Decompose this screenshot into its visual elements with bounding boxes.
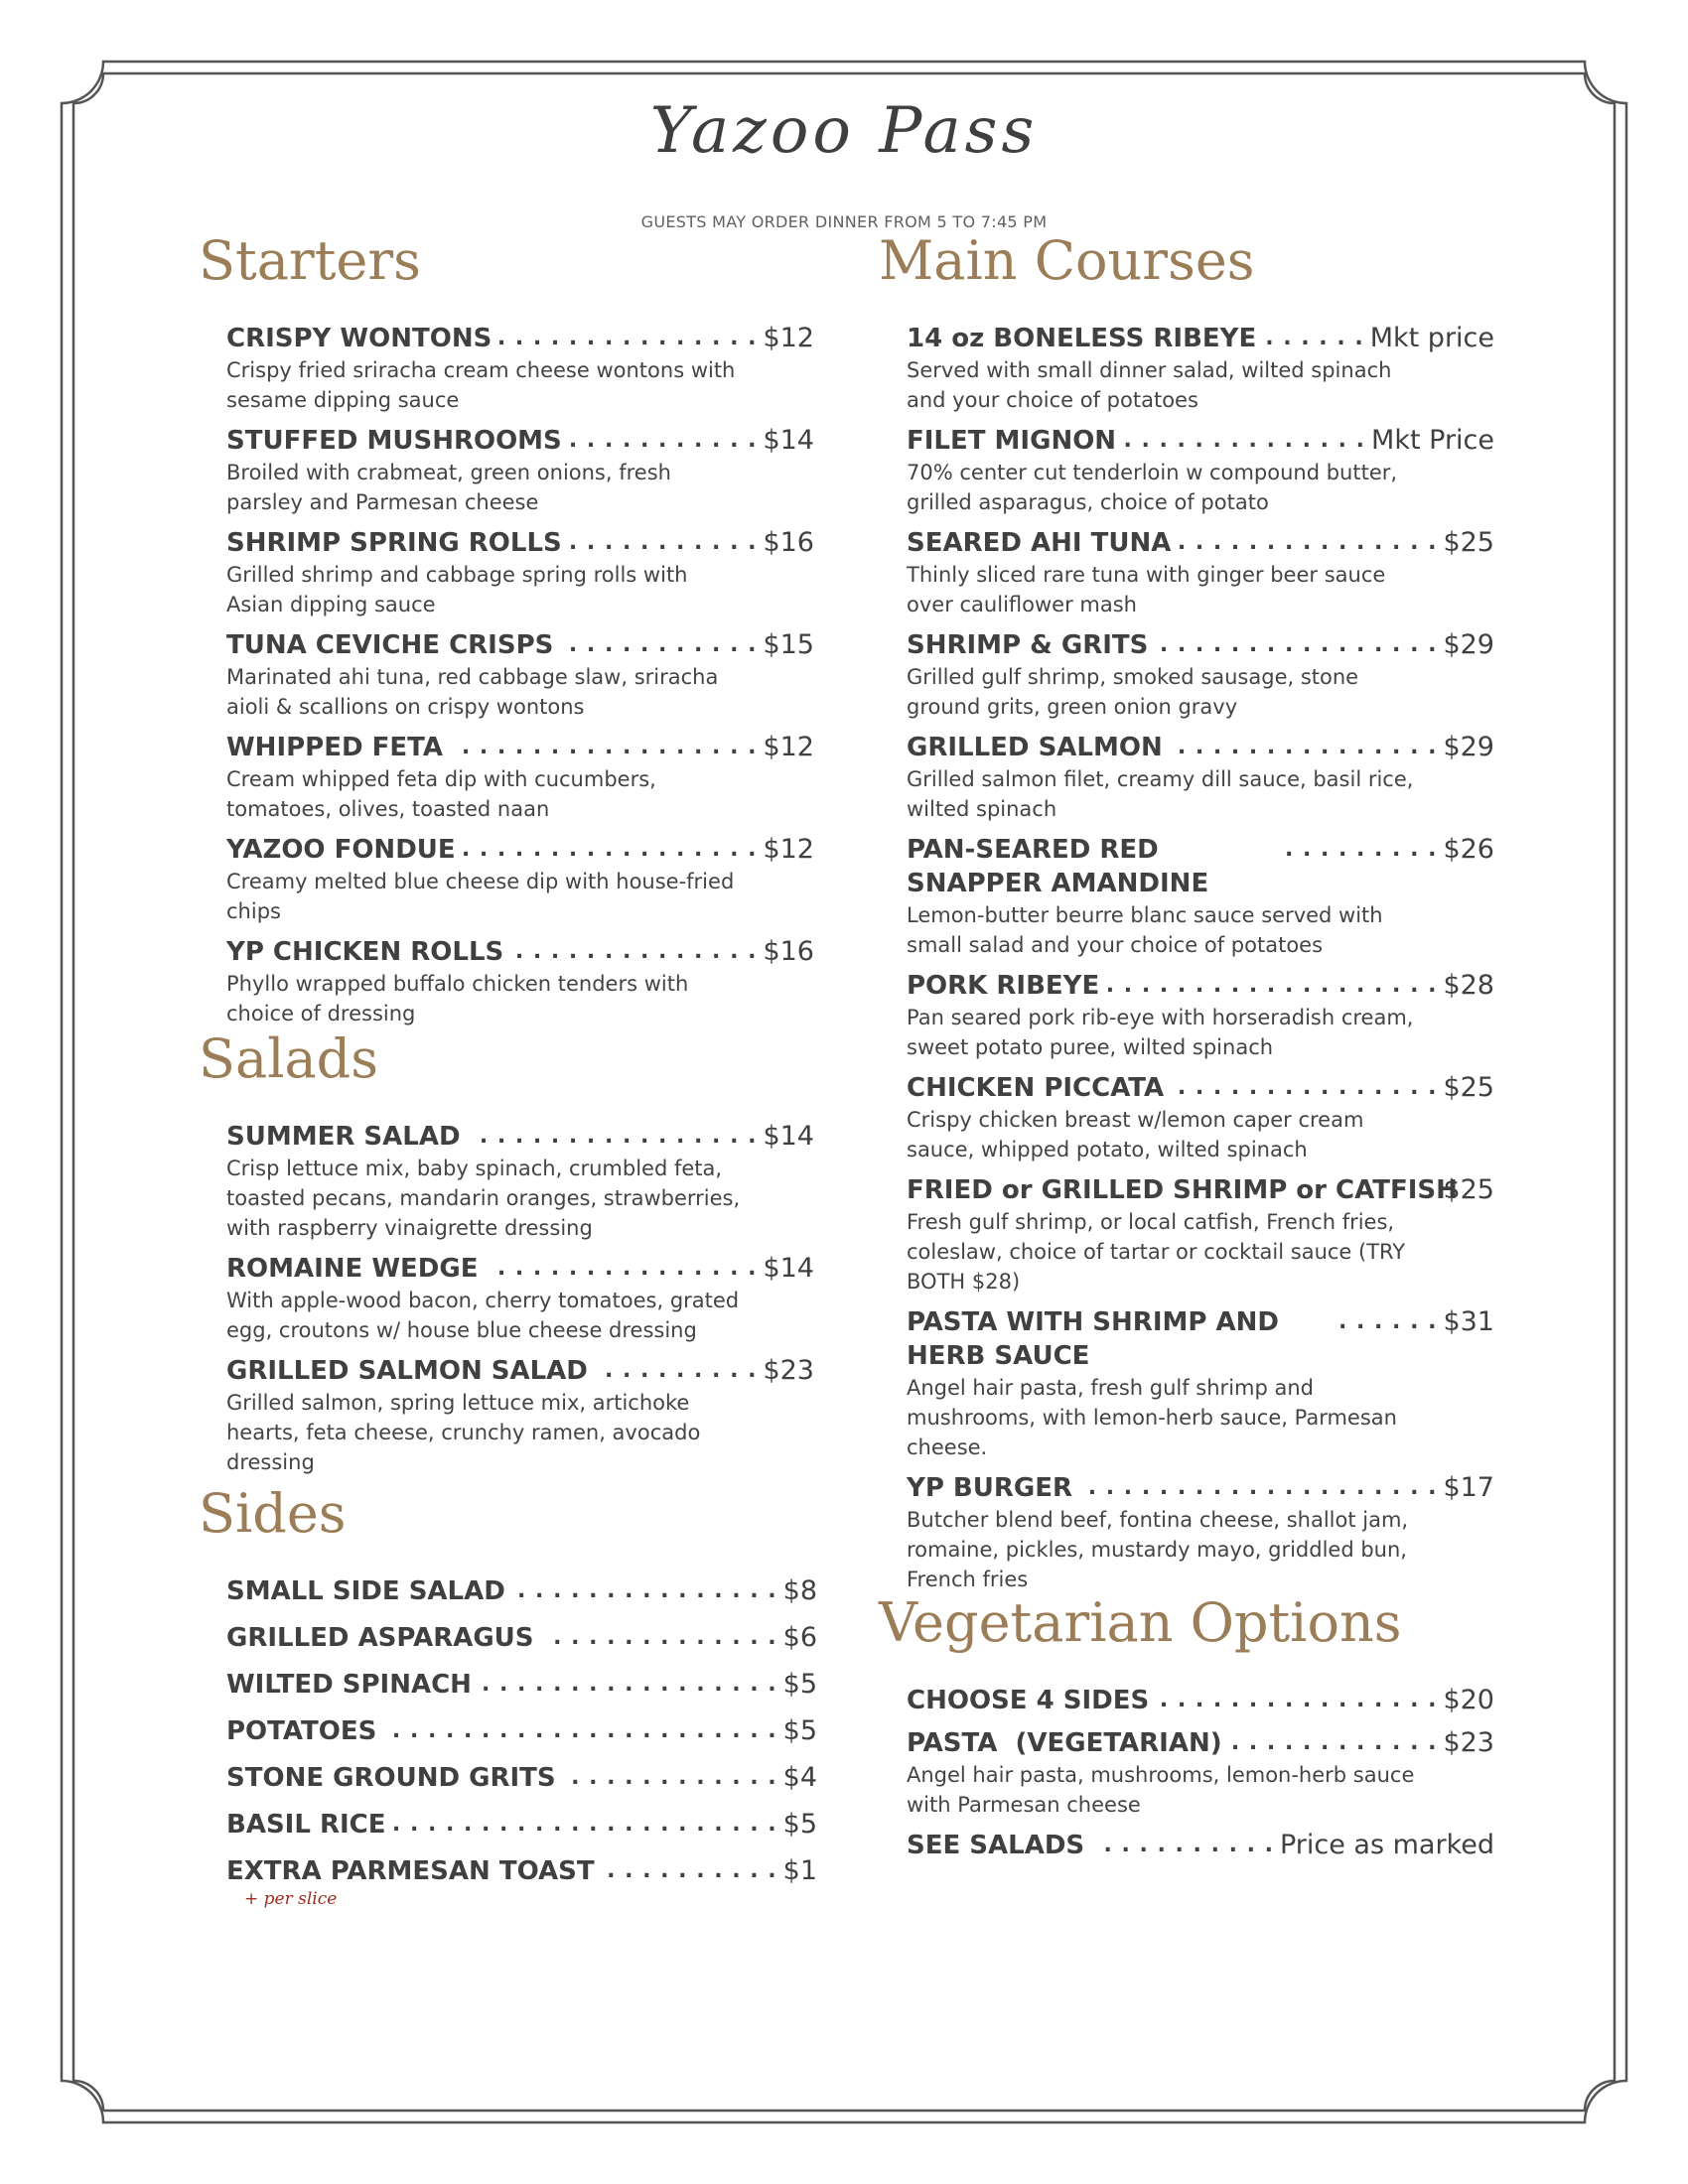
- item-name: GRILLED ASPARAGUS: [226, 1623, 534, 1653]
- item-price: $1: [782, 1855, 817, 1886]
- item-name: PORK RIBEYE: [907, 971, 1100, 1001]
- item-price: $17: [1443, 1472, 1494, 1503]
- dot-leader: [480, 1668, 777, 1702]
- item-name: YAZOO FONDUE: [226, 835, 456, 865]
- dot-leader: [1179, 526, 1437, 560]
- menu-item: [907, 526, 1494, 619]
- menu-item: [226, 322, 814, 415]
- dot-leader: [1156, 628, 1437, 662]
- item-description: Grilled gulf shrimp, smoked sausage, stone ground grits, green onion gravy: [907, 665, 1359, 719]
- dot-leader: [1107, 969, 1437, 1003]
- main-courses-list: [907, 322, 1494, 1594]
- item-price: $25: [1443, 527, 1494, 558]
- menu-item: [907, 628, 1494, 722]
- dinner-hours: GUESTS MAY ORDER DINNER FROM 5 TO 7:45 PM: [640, 212, 1048, 231]
- dot-leader: [564, 1761, 777, 1795]
- salads-list: [226, 1120, 814, 1477]
- item-price: $12: [763, 834, 814, 865]
- item-name: SEARED AHI TUNA: [907, 528, 1172, 558]
- left-column: [199, 226, 817, 1910]
- dot-leader: [561, 628, 757, 662]
- menu-item: [226, 935, 814, 1028]
- item-price: $5: [782, 1809, 817, 1840]
- dot-leader: [1171, 731, 1438, 764]
- menu-item: [226, 833, 814, 926]
- item-name: POTATOES: [226, 1716, 377, 1746]
- dot-leader: [513, 1574, 777, 1608]
- item-description: Broiled with crabmeat, green onions, fresh parsley and Parmesan cheese: [226, 461, 671, 514]
- item-description: Fresh gulf shrimp, or local catfish, French fries, coleslaw, choice of tartar or cocktail sauce (TRY BOTH $28): [907, 1210, 1406, 1294]
- menu-item: [226, 1808, 817, 1842]
- item-price: $23: [763, 1355, 814, 1386]
- item-price: $16: [763, 936, 814, 967]
- dot-leader: [451, 731, 757, 764]
- menu-item: [907, 1071, 1494, 1164]
- item-name: ROMAINE WEDGE: [226, 1254, 479, 1284]
- item-price: Mkt price: [1369, 323, 1494, 353]
- dot-leader: [469, 1120, 758, 1154]
- dot-leader: [384, 1714, 776, 1748]
- section-title: Salads: [199, 1027, 378, 1090]
- menu-item: [907, 1726, 1494, 1820]
- item-name: FRIED or GRILLED SHRIMP or CATFISH: [907, 1175, 1458, 1205]
- salads-section: [199, 1027, 814, 1477]
- item-description: With apple-wood bacon, cherry tomatoes, grated egg, croutons w/ house blue cheese dressing: [226, 1289, 740, 1342]
- item-price: $15: [763, 629, 814, 660]
- item-description: Crispy fried sriracha cream cheese wontons with sesame dipping sauce: [226, 358, 736, 412]
- menu-item: [907, 322, 1494, 415]
- menu-item: [907, 1305, 1494, 1462]
- item-price: $28: [1443, 970, 1494, 1001]
- item-description: Grilled salmon filet, creamy dill sauce, basil rice, wilted spinach: [907, 767, 1414, 821]
- dot-leader: [542, 1621, 777, 1655]
- item-description: Angel hair pasta, mushrooms, lemon-herb sauce with Parmesan cheese: [907, 1763, 1415, 1817]
- menu-item: [907, 1684, 1494, 1717]
- section-title: Starters: [199, 229, 421, 292]
- menu-item: [226, 1761, 817, 1795]
- menu-item: [226, 1621, 817, 1655]
- item-name: STUFFED MUSHROOMS: [226, 426, 562, 456]
- item-price: $5: [782, 1669, 817, 1700]
- menu-item: [226, 1354, 814, 1477]
- sides-section: [199, 1482, 817, 1910]
- starters-list: [226, 322, 814, 1028]
- dot-leader: [570, 424, 758, 458]
- section-title: Vegetarian Options: [879, 1591, 1402, 1654]
- item-name: EXTRA PARMESAN TOAST: [226, 1856, 595, 1886]
- item-price: $23: [1443, 1727, 1494, 1758]
- item-price: $20: [1443, 1685, 1494, 1715]
- restaurant-title: Yazoo Pass: [649, 94, 1039, 168]
- menu-item: [226, 1668, 817, 1702]
- item-description: Crisp lettuce mix, baby spinach, crumbled feta, toasted pecans, mandarin oranges, strawberries, with raspberry vinaigrette dressing: [226, 1157, 741, 1240]
- item-name: PASTA WITH SHRIMP AND HERB SAUCE: [907, 1307, 1279, 1371]
- item-description: Pan seared pork rib-eye with horseradish cream, sweet potato puree, wilted spinach: [907, 1006, 1414, 1059]
- dot-leader: [1274, 833, 1437, 867]
- sides-list: [226, 1574, 817, 1910]
- item-price: $25: [1443, 1072, 1494, 1103]
- section-title: Main Courses: [879, 229, 1255, 292]
- item-name: SHRIMP & GRITS: [907, 630, 1149, 660]
- menu-item: [907, 833, 1494, 960]
- item-price: Price as marked: [1279, 1830, 1494, 1860]
- menu-item: [907, 731, 1494, 824]
- menu-item: [226, 424, 814, 517]
- item-price: Mkt Price: [1371, 425, 1494, 456]
- item-description: Thinly sliced rare tuna with ginger beer sauce over cauliflower mash: [907, 563, 1386, 616]
- dot-leader: [499, 322, 757, 355]
- item-name: SEE SALADS: [907, 1831, 1085, 1860]
- item-name: STONE GROUND GRITS: [226, 1763, 556, 1793]
- item-note: + per slice: [244, 1889, 338, 1909]
- dot-leader: [1172, 1071, 1437, 1105]
- item-description: Cream whipped feta dip with cucumbers, tomatoes, olives, toasted naan: [226, 767, 656, 821]
- item-price: $4: [782, 1762, 817, 1793]
- item-name: BASIL RICE: [226, 1810, 386, 1840]
- item-description: Served with small dinner salad, wilted spinach and your choice of potatoes: [907, 358, 1392, 412]
- menu-item: [907, 1173, 1494, 1297]
- dot-leader: [487, 1252, 758, 1286]
- item-description: Grilled shrimp and cabbage spring rolls with Asian dipping sauce: [226, 563, 688, 616]
- menu-item: [226, 1714, 817, 1748]
- item-name: PAN-SEARED RED SNAPPER AMANDINE: [907, 835, 1209, 898]
- menu-item: [907, 969, 1494, 1062]
- item-price: $29: [1443, 732, 1494, 762]
- main-courses-section: [879, 229, 1494, 1594]
- item-name: GRILLED SALMON: [907, 733, 1163, 762]
- item-price: $12: [763, 323, 814, 353]
- item-price: $14: [763, 1121, 814, 1152]
- right-column: [879, 226, 1494, 1862]
- dot-leader: [1124, 424, 1365, 458]
- dot-leader: [1080, 1471, 1437, 1505]
- dot-leader: [1264, 322, 1363, 355]
- item-description: Phyllo wrapped buffalo chicken tenders with choice of dressing: [226, 972, 689, 1025]
- section-title: Sides: [199, 1482, 347, 1545]
- menu-item: [907, 424, 1494, 517]
- menu-item: [226, 628, 814, 722]
- item-description: Lemon-butter beurre blanc sauce served with small salad and your choice of potatoes: [907, 903, 1383, 957]
- dot-leader: [603, 1854, 777, 1888]
- menu-item: [226, 1574, 817, 1608]
- dot-leader: [1230, 1726, 1438, 1760]
- item-name: CHOOSE 4 SIDES: [907, 1686, 1150, 1715]
- menu-item: [226, 1120, 814, 1243]
- vegetarian-list: [907, 1684, 1494, 1862]
- menu-item: [226, 1252, 814, 1345]
- item-name: WILTED SPINACH: [226, 1670, 472, 1700]
- item-price: $29: [1443, 629, 1494, 660]
- dot-leader: [511, 935, 757, 969]
- dot-leader: [394, 1808, 777, 1842]
- item-description: Angel hair pasta, fresh gulf shrimp and mushrooms, with lemon-herb sauce, Parmesan cheese.: [907, 1376, 1397, 1459]
- dot-leader: [1092, 1829, 1274, 1862]
- item-name: 14 oz BONELESS RIBEYE: [907, 324, 1257, 353]
- item-description: Grilled salmon, spring lettuce mix, artichoke hearts, feta cheese, crunchy ramen, avocado dressing: [226, 1391, 701, 1474]
- item-name: FILET MIGNON: [907, 426, 1117, 456]
- menu-item: [226, 1854, 817, 1910]
- item-price: $25: [1443, 1174, 1494, 1205]
- item-name: SUMMER SALAD: [226, 1122, 461, 1152]
- item-name: GRILLED SALMON SALAD: [226, 1356, 588, 1386]
- item-description: Marinated ahi tuna, red cabbage slaw, sriracha aioli & scallions on crispy wontons: [226, 665, 719, 719]
- dot-leader: [464, 833, 758, 867]
- dot-leader: [596, 1354, 758, 1388]
- item-name: SMALL SIDE SALAD: [226, 1576, 505, 1606]
- menu-item: [907, 1829, 1494, 1862]
- item-name: YP CHICKEN ROLLS: [226, 937, 504, 967]
- item-name: CRISPY WONTONS: [226, 324, 492, 353]
- menu-item: [226, 731, 814, 824]
- item-price: $14: [763, 1253, 814, 1284]
- item-price: $12: [763, 732, 814, 762]
- item-name: WHIPPED FETA: [226, 733, 443, 762]
- dot-leader: [570, 526, 758, 560]
- dot-leader: [1157, 1684, 1437, 1717]
- item-name: CHICKEN PICCATA: [907, 1073, 1165, 1103]
- item-name: TUNA CEVICHE CRISPS: [226, 630, 554, 660]
- item-description: Crispy chicken breast w/lemon caper cream sauce, whipped potato, wilted spinach: [907, 1108, 1364, 1161]
- item-description: Butcher blend beef, fontina cheese, shallot jam, romaine, pickles, mustardy mayo, griddled bun, French fries: [907, 1508, 1409, 1591]
- item-price: $26: [1443, 834, 1494, 865]
- vegetarian-section: [879, 1591, 1494, 1862]
- item-price: $5: [782, 1715, 817, 1746]
- menu-item: [907, 1471, 1494, 1594]
- dot-leader: [1334, 1305, 1437, 1339]
- item-name: YP BURGER: [907, 1473, 1073, 1503]
- starters-section: [199, 229, 814, 1028]
- item-price: $16: [763, 527, 814, 558]
- item-price: $31: [1443, 1306, 1494, 1337]
- item-price: $14: [763, 425, 814, 456]
- item-price: $6: [782, 1622, 817, 1653]
- item-description: Creamy melted blue cheese dip with house-fried chips: [226, 870, 735, 923]
- menu-item: [226, 526, 814, 619]
- item-name: PASTA (VEGETARIAN): [907, 1728, 1222, 1758]
- item-description: 70% center cut tenderloin w compound butter, grilled asparagus, choice of potato: [907, 461, 1398, 514]
- item-price: $8: [782, 1575, 817, 1606]
- item-name: SHRIMP SPRING ROLLS: [226, 528, 562, 558]
